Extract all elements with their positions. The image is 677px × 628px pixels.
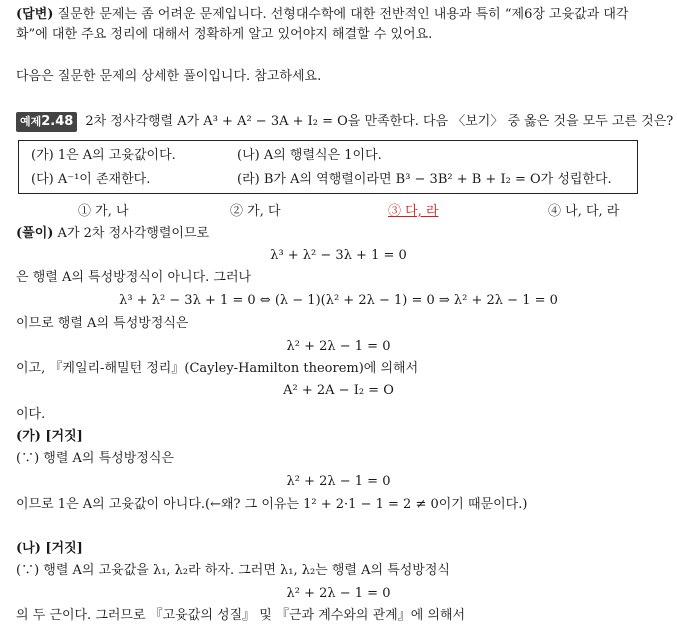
- choice-1: ① 가, 나: [78, 204, 129, 219]
- equation-3: λ² + 2λ − 1 = 0: [286, 339, 391, 354]
- part-na-heading: (나) [거짓]: [16, 541, 83, 556]
- equation-1: λ³ + λ² − 3λ + 1 = 0: [270, 248, 407, 263]
- example-badge-prefix: 예제: [20, 115, 42, 128]
- solution-line-3: 이므로 행렬 A의 특성방정식은: [16, 316, 189, 331]
- solution-tag: (풀이): [16, 226, 54, 241]
- solution-line-1: [16, 225, 209, 243]
- part-na-line-2: 의 두 근이다. 그러므로 『고윳값의 성질』 및 『근과 계수와의 관계』에 의해서: [16, 608, 466, 623]
- intro-text-1: 질문한 문제는 좀 어려운 문제입니다. 선형대수학에 대한 전반적인 내용과 특히 “제6장 고윳값과 대각: [53, 7, 629, 22]
- example-question-text: 2차 정사각행렬 A가 A³ + A² − 3A + I₂ = O을 만족한다. 다음 〈보기〉 중 옳은 것을 모두 고른 것은?: [85, 114, 674, 129]
- choice-3-correct: ③ 다, 라: [388, 204, 439, 219]
- intro-line-1: [16, 6, 629, 24]
- option-da: (다) A⁻¹이 존재한다.: [31, 172, 151, 187]
- option-ra: (라) B가 A의 역행렬이라면 B³ − 3B² + B + I₂ = O가 성립한다.: [237, 172, 612, 187]
- part-ga-equation: λ² + 2λ − 1 = 0: [286, 474, 391, 489]
- example-badge: [16, 112, 77, 132]
- part-ga-heading: (가) [거짓]: [16, 429, 83, 444]
- solution-text-1: A가 2차 정사각행렬이므로: [53, 226, 210, 241]
- choice-2: ② 가, 다: [230, 204, 281, 219]
- part-na-line-1: (∵) 행렬 A의 고윳값을 λ₁, λ₂라 하자. 그러면 λ₁, λ₂는 행렬 A의 특성방정식: [16, 563, 450, 578]
- part-na-equation: λ² + 2λ − 1 = 0: [286, 586, 391, 601]
- example-question: [16, 112, 673, 132]
- solution-line-5: 이다.: [16, 407, 46, 422]
- option-na: (나) A의 행렬식은 1이다.: [237, 148, 382, 163]
- intro-line-2: 화”에 대한 주요 정리에 대해서 정확하게 알고 있어야지 해결할 수 있어요.: [16, 27, 433, 42]
- equation-4: A² + 2A − I₂ = O: [283, 383, 394, 398]
- solution-line-4: 이고, 『케일리-해밀턴 정리』(Cayley-Hamilton theorem)에 의해서: [16, 361, 419, 376]
- example-badge-number: 2.48: [41, 114, 74, 129]
- solution-line-2: 은 행렬 A의 특성방정식이 아니다. 그러나: [16, 270, 252, 285]
- options-box: [18, 140, 638, 194]
- choice-4: ④ 나, 다, 라: [548, 204, 620, 219]
- part-ga-line-1: (∵) 행렬 A의 특성방정식은: [16, 451, 174, 466]
- answer-tag: (답변): [16, 7, 54, 22]
- equation-2: λ³ + λ² − 3λ + 1 = 0 ⇔ (λ − 1)(λ² + 2λ − 1) = 0 ⇒ λ² + 2λ − 1 = 0: [119, 293, 558, 308]
- intro-line-3: 다음은 질문한 문제의 상세한 풀이입니다. 참고하세요.: [16, 69, 322, 84]
- part-ga-line-2: 이므로 1은 A의 고윳값이 아니다.(←왜? 그 이유는 1² + 2·1 − 1 = 2 ≠ 0이기 때문이다.): [16, 497, 528, 512]
- option-ga: (가) 1은 A의 고윳값이다.: [31, 148, 176, 163]
